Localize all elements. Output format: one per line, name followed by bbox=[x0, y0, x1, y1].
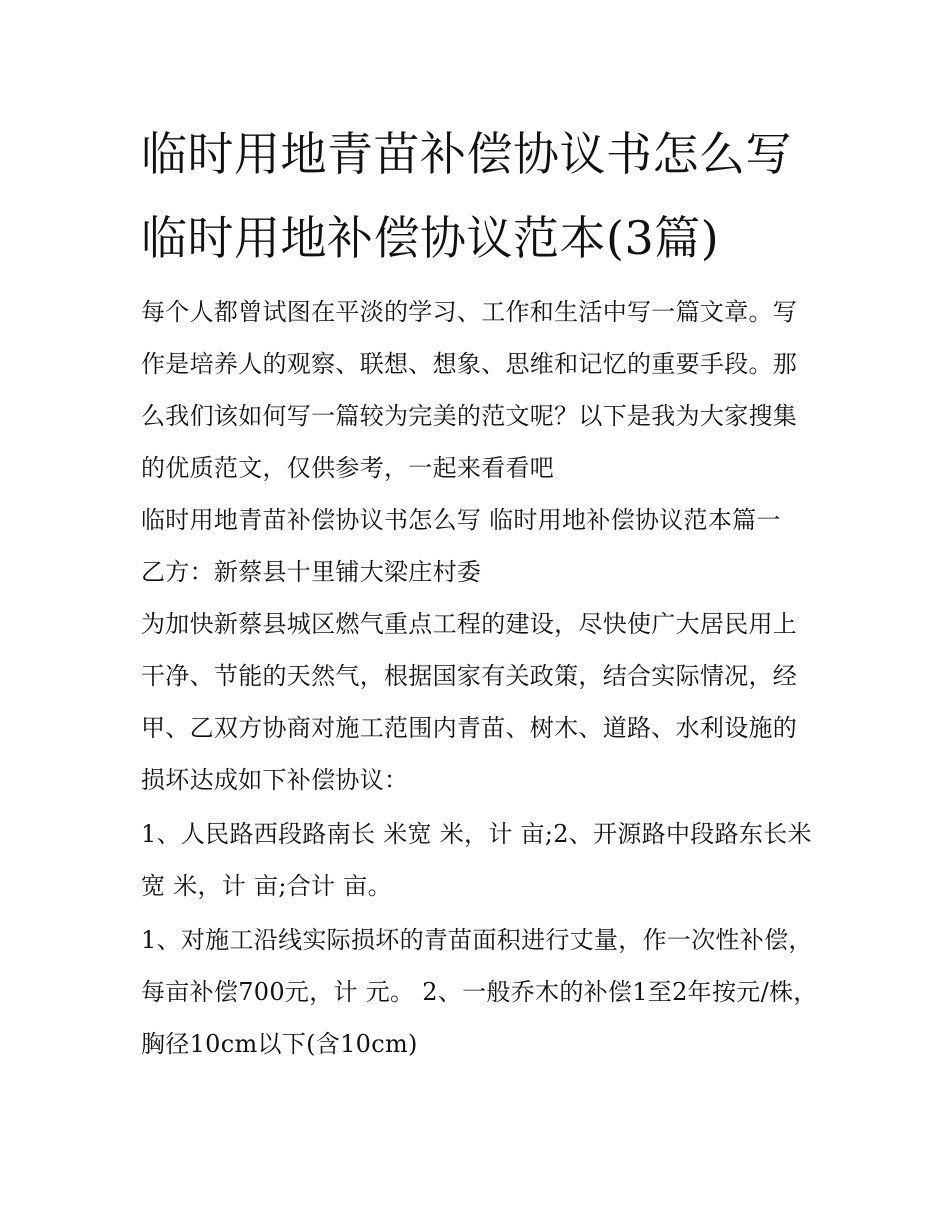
agreement-purpose-paragraph: 为加快新蔡县城区燃气重点工程的建设，尽快使广大居民用上干净、节能的天然气，根据国家有关政策，结合实际情况，经甲、乙双方协商对施工范围内青苗、树木、道路、水利设施的损坏达成如下补偿协议： bbox=[141, 610, 798, 794]
intro-paragraph: 每个人都曾试图在平淡的学习、工作和生活中写一篇文章。写作是培养人的观察、联想、想象、思维和记忆的重要手段。那么我们该如何写一篇较为完美的范文呢？以下是我为大家搜集的优质范文，仅供参考，一起来看看吧 bbox=[141, 298, 798, 482]
section-heading: 临时用地青苗补偿协议书怎么写 临时用地补偿协议范本篇一 bbox=[141, 506, 781, 534]
land-area-paragraph: 1、人民路西段路南长 米宽 米，计 亩;2、开源路中段路东长米宽 米，计 亩;合计 亩。 bbox=[141, 820, 812, 900]
party-b-line: 乙方：新蔡县十里铺大梁庄村委 bbox=[141, 558, 482, 586]
compensation-paragraph: 1、对施工沿线实际损坏的青苗面积进行丈量，作一次性补偿，每亩补偿700元，计 元。 2、一般乔木的补偿1至2年按元/株，胸径10cm以下(含10cm) bbox=[141, 926, 818, 1058]
document-title: 临时用地青苗补偿协议书怎么写 临时用地补偿协议范本(3篇) bbox=[141, 127, 792, 265]
document-page bbox=[141, 112, 821, 1070]
